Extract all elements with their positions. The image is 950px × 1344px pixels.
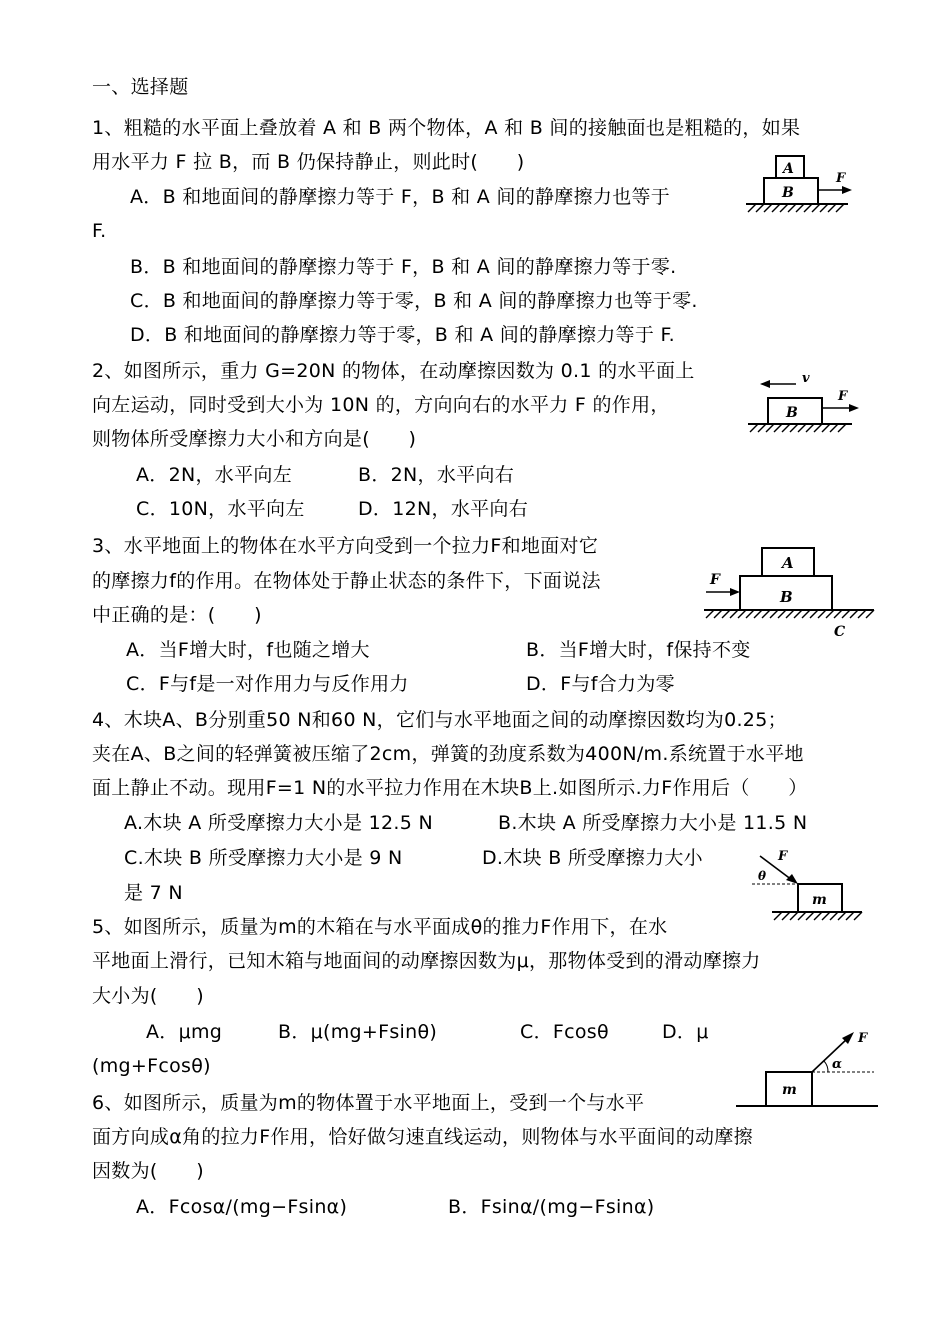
q2-stem-line3: 则物体所受摩擦力大小和方向是( ) [92,428,417,450]
q6-fig-label-m: m [782,1082,797,1098]
q5-option-c: C．Fcosθ [520,1021,609,1043]
q1-option-a-cont: F. [92,220,107,242]
q3-fig-label-b: B [780,588,793,606]
q2-option-a: A．2N，水平向左 [136,464,292,486]
q5-option-b: B．μ(mg+Fsinθ) [278,1021,438,1043]
q3-option-d: D．F与f合力为零 [526,673,675,695]
q3-stem-line3: 中正确的是：( ) [92,604,262,626]
q1-option-b: B．B 和地面间的静摩擦力等于 F，B 和 A 间的静摩擦力等于零. [130,256,677,278]
q4-option-c: C.木块 B 所受摩擦力大小是 9 N [124,847,403,869]
q1-option-d: D．B 和地面间的静摩擦力等于零，B 和 A 间的静摩擦力等于 F. [130,324,676,346]
q5-stem-line3: 大小为( ) [92,985,204,1007]
q4-option-d-cont: 是 7 N [124,882,183,904]
q2-option-d: D．12N，水平向右 [358,498,529,520]
q5-fig-label-f: F [778,849,788,864]
q3-option-b: B．当F增大时，f保持不变 [526,639,751,661]
q3-fig-label-a: A [782,554,794,572]
q1-fig-label-b: B [782,185,794,201]
q5-stem-line2: 平地面上滑行，已知木箱与地面间的动摩擦因数为μ，那物体受到的滑动摩擦力 [92,950,761,972]
q2-fig-label-v: v [802,371,810,386]
section-title: 一、选择题 [92,76,189,98]
q1-option-c: C．B 和地面间的静摩擦力等于零，B 和 A 间的静摩擦力也等于零. [130,290,698,312]
q4-option-b: B.木块 A 所受摩擦力大小是 11.5 N [498,812,808,834]
q3-option-a: A．当F增大时，f也随之增大 [126,639,370,661]
q2-fig-label-f: F [838,389,848,404]
q6-stem-line3: 因数为( ) [92,1160,204,1182]
q6-option-a: A．Fcosα/(mg−Fsinα) [136,1196,348,1218]
q5-fig-label-theta: θ [758,869,767,883]
q2-stem-line1: 2、如图所示，重力 G=20N 的物体，在动摩擦因数为 0.1 的水平面上 [92,360,695,382]
q4-stem-line3: 面上静止不动。现用F=1 N的水平拉力作用在木块B上.如图所示.力F作用后（ ） [92,777,808,799]
q2-option-b: B．2N，水平向右 [358,464,515,486]
q2-fig-label-b: B [786,405,798,421]
q4-stem-line1: 4、木块A、B分别重50 N和60 N，它们与水平地面之间的动摩擦因数均为0.25； [92,709,787,731]
q5-stem-line1: 5、如图所示，质量为m的木箱在与水平面成θ的推力F作用下，在水 [92,916,668,938]
q6-stem-line1: 6、如图所示，质量为m的物体置于水平地面上，受到一个与水平 [92,1092,645,1114]
q6-fig-label-f: F [858,1031,868,1046]
q6-figure-pulled-box [734,1024,880,1116]
q3-option-c: C．F与f是一对作用力与反作用力 [126,673,409,695]
q2-option-c: C．10N，水平向左 [136,498,305,520]
q1-stem-line1: 1、粗糙的水平面上叠放着 A 和 B 两个物体，A 和 B 间的接触面也是粗糙的，如果 [92,117,801,139]
q6-fig-label-alpha: α [832,1057,843,1072]
q3-fig-label-c: C [834,624,846,640]
q2-stem-line2: 向左运动，同时受到大小为 10N 的，方向向右的水平力 F 的作用， [92,394,670,416]
q3-fig-label-f: F [710,572,720,588]
q1-fig-label-a: A [783,161,794,177]
q1-option-a: A．B 和地面间的静摩擦力等于 F，B 和 A 间的静摩擦力也等于 [130,186,671,208]
q4-option-d: D.木块 B 所受摩擦力大小 [482,847,703,869]
q5-option-a: A．μmg [146,1021,223,1043]
q6-stem-line2: 面方向成α角的拉力F作用，恰好做匀速直线运动，则物体与水平面间的动摩擦 [92,1126,753,1148]
q4-option-a: A.木块 A 所受摩擦力大小是 12.5 N [124,812,433,834]
q3-figure-stacked-blocks [702,540,882,642]
q3-stem-line1: 3、水平地面上的物体在水平方向受到一个拉力F和地面对它 [92,535,599,557]
q4-stem-line2: 夹在A、B之间的轻弹簧被压缩了2cm，弹簧的劲度系数为400N/m.系统置于水平地 [92,743,804,765]
q5-option-d-cont: (mg+Fcosθ) [92,1055,211,1077]
q3-stem-line2: 的摩擦力f的作用。在物体处于静止状态的条件下，下面说法 [92,570,601,592]
q2-figure-moving-block [746,370,862,436]
q5-fig-label-m: m [812,892,827,908]
q5-option-d: D．μ [662,1021,709,1043]
q1-fig-label-f: F [836,171,846,186]
q1-figure-stacked-blocks [742,150,854,216]
q5-figure-pushed-box [748,848,866,924]
q1-stem-line2: 用水平力 F 拉 B，而 B 仍保持静止，则此时( ) [92,151,525,173]
q6-option-b: B．Fsinα/(mg−Fsinα) [448,1196,655,1218]
